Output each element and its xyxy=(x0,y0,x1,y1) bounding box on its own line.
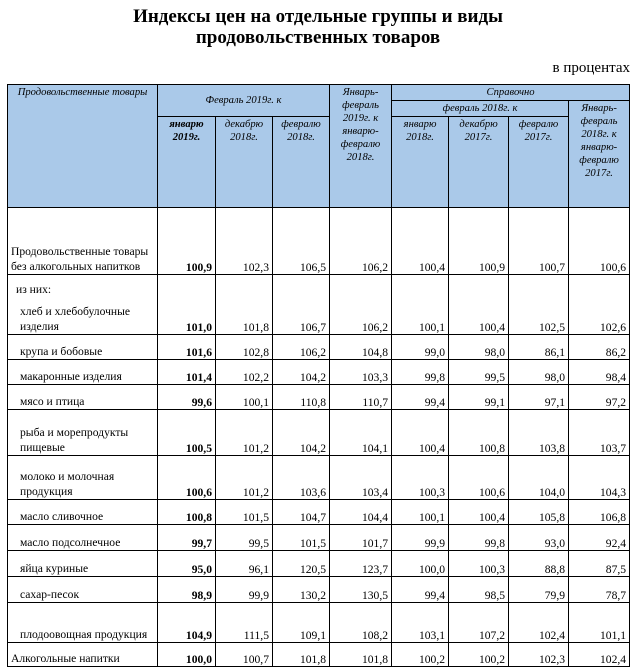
table-cell: 103,1 xyxy=(392,603,449,643)
title-line-2: продовольственных товаров xyxy=(195,27,441,48)
table-cell: 97,2 xyxy=(569,385,630,410)
table-cell: 99,1 xyxy=(449,385,509,410)
table-cell: 100,6 xyxy=(449,456,509,500)
table-cell: 100,5 xyxy=(158,410,216,456)
table-cell: 120,5 xyxy=(273,551,330,577)
table-cell: 103,6 xyxy=(273,456,330,500)
table-cell: 103,4 xyxy=(330,456,392,500)
table-row xyxy=(8,525,630,551)
table-cell: 100,7 xyxy=(216,643,273,667)
table-cell: 101,5 xyxy=(216,500,273,525)
table-cell: 98,0 xyxy=(449,335,509,360)
table-cell: 107,2 xyxy=(449,603,509,643)
table-cell: 100,7 xyxy=(509,208,569,275)
subheader-jan-2018: январю 2018г. xyxy=(392,117,449,208)
table-cell: 106,7 xyxy=(273,297,330,335)
table-cell: 102,2 xyxy=(216,360,273,385)
table-cell: 102,8 xyxy=(216,335,273,360)
table-cell: 100,9 xyxy=(158,208,216,275)
table-cell: 110,8 xyxy=(273,385,330,410)
row-label: масло подсолнечное xyxy=(8,525,158,551)
table-cell: 104,8 xyxy=(330,335,392,360)
table-cell: 100,3 xyxy=(392,456,449,500)
table-cell: 104,4 xyxy=(330,500,392,525)
table-cell: 96,1 xyxy=(216,551,273,577)
table-cell: 99,6 xyxy=(158,385,216,410)
table-cell: 103,7 xyxy=(569,410,630,456)
table-cell: 101,8 xyxy=(330,643,392,667)
table-cell xyxy=(569,275,630,297)
table-cell xyxy=(330,275,392,297)
title-line-1: Индексы цен на отдельные группы и виды xyxy=(133,6,503,27)
table-cell: 101,4 xyxy=(158,360,216,385)
table-cell xyxy=(392,275,449,297)
table-cell: 101,2 xyxy=(216,410,273,456)
table-cell: 101,0 xyxy=(158,297,216,335)
page-title xyxy=(0,6,636,48)
table-cell: 102,3 xyxy=(509,643,569,667)
table-cell: 100,4 xyxy=(392,410,449,456)
subheader-dec-2017: декабрю 2017г. xyxy=(449,117,509,208)
header-jan-feb-2019: Январь-февраль 2019г. к январю-февралю 2018г. xyxy=(330,85,392,208)
table-cell: 99,4 xyxy=(392,385,449,410)
table-cell: 100,4 xyxy=(449,500,509,525)
table-row xyxy=(8,551,630,577)
row-label: сахар-песок xyxy=(8,577,158,603)
header-products: Продовольственные товары xyxy=(8,85,158,208)
table-cell: 100,6 xyxy=(569,208,630,275)
row-label: плодоовощная продукция xyxy=(8,603,158,643)
table-cell: 103,8 xyxy=(509,410,569,456)
table-cell: 100,6 xyxy=(158,456,216,500)
table-cell: 106,5 xyxy=(273,208,330,275)
header-feb2019-group: Февраль 2019г. к xyxy=(158,85,330,117)
row-label: яйца куриные xyxy=(8,551,158,577)
table-cell: 93,0 xyxy=(509,525,569,551)
table-cell: 100,8 xyxy=(158,500,216,525)
table-row xyxy=(8,385,630,410)
table-cell: 98,4 xyxy=(569,360,630,385)
table-cell: 108,2 xyxy=(330,603,392,643)
table-cell: 95,0 xyxy=(158,551,216,577)
header-reference: Справочно xyxy=(392,85,630,101)
table-cell: 100,4 xyxy=(392,208,449,275)
table-cell: 99,8 xyxy=(449,525,509,551)
table-cell: 98,5 xyxy=(449,577,509,603)
table-cell: 100,3 xyxy=(449,551,509,577)
table-row xyxy=(8,208,630,275)
table-row xyxy=(8,275,630,297)
table-row xyxy=(8,603,630,643)
table-cell: 100,1 xyxy=(392,500,449,525)
table-cell: 101,2 xyxy=(216,456,273,500)
table-cell: 130,2 xyxy=(273,577,330,603)
table-cell: 99,4 xyxy=(392,577,449,603)
table-cell: 99,8 xyxy=(392,360,449,385)
table-cell: 101,6 xyxy=(158,335,216,360)
price-index-table xyxy=(7,84,630,667)
table-cell: 104,9 xyxy=(158,603,216,643)
table-row xyxy=(8,297,630,335)
table-row xyxy=(8,643,630,667)
table-row xyxy=(8,500,630,525)
table-cell xyxy=(158,275,216,297)
table-cell: 98,0 xyxy=(509,360,569,385)
table-cell: 104,7 xyxy=(273,500,330,525)
table-cell: 101,7 xyxy=(330,525,392,551)
table-cell: 104,2 xyxy=(273,360,330,385)
table-row xyxy=(8,577,630,603)
table-cell: 106,8 xyxy=(569,500,630,525)
table-cell: 100,0 xyxy=(392,551,449,577)
row-label: масло сливочное xyxy=(8,500,158,525)
table-cell: 102,4 xyxy=(569,643,630,667)
table-cell: 102,4 xyxy=(509,603,569,643)
row-label: мясо и птица xyxy=(8,385,158,410)
table-cell: 130,5 xyxy=(330,577,392,603)
header-feb2018-group: февраль 2018г. к xyxy=(392,101,569,117)
table-cell: 101,5 xyxy=(273,525,330,551)
table-cell: 101,1 xyxy=(569,603,630,643)
table-cell: 100,1 xyxy=(216,385,273,410)
table-cell: 88,8 xyxy=(509,551,569,577)
table-row xyxy=(8,335,630,360)
table-cell: 106,2 xyxy=(330,297,392,335)
table-row xyxy=(8,456,630,500)
table-cell: 79,9 xyxy=(509,577,569,603)
table-cell: 102,3 xyxy=(216,208,273,275)
table-row xyxy=(8,360,630,385)
table-cell: 87,5 xyxy=(569,551,630,577)
subheader-jan-2019: январю 2019г. xyxy=(158,117,216,208)
table-cell xyxy=(449,275,509,297)
row-label: крупа и бобовые xyxy=(8,335,158,360)
table-cell: 86,2 xyxy=(569,335,630,360)
table-cell: 103,3 xyxy=(330,360,392,385)
header-jan-feb-2018: Январь-февраль 2018г. к январю-февралю 2017г. xyxy=(569,101,630,208)
table-cell: 86,1 xyxy=(509,335,569,360)
table-cell: 105,8 xyxy=(509,500,569,525)
table-cell: 102,5 xyxy=(509,297,569,335)
table-cell: 100,2 xyxy=(392,643,449,667)
table-cell: 100,4 xyxy=(449,297,509,335)
table-cell: 104,3 xyxy=(569,456,630,500)
table-cell: 100,1 xyxy=(392,297,449,335)
row-label: хлеб и хлебобулочные изделия xyxy=(8,297,158,335)
units-note: в процентах xyxy=(552,60,630,76)
table-cell: 78,7 xyxy=(569,577,630,603)
subheader-feb-2018: февралю 2018г. xyxy=(273,117,330,208)
table-cell xyxy=(509,275,569,297)
table-cell xyxy=(216,275,273,297)
table-cell: 100,8 xyxy=(449,410,509,456)
table-cell xyxy=(273,275,330,297)
table-cell: 99,0 xyxy=(392,335,449,360)
table-cell: 100,2 xyxy=(449,643,509,667)
table-cell: 104,1 xyxy=(330,410,392,456)
subheader-dec-2018: декабрю 2018г. xyxy=(216,117,273,208)
row-label: из них: xyxy=(8,275,158,297)
table-cell: 102,6 xyxy=(569,297,630,335)
table-cell: 109,1 xyxy=(273,603,330,643)
table-cell: 99,5 xyxy=(449,360,509,385)
table-cell: 99,9 xyxy=(392,525,449,551)
table-cell: 98,9 xyxy=(158,577,216,603)
row-label: Алкогольные напитки xyxy=(8,643,158,667)
subheader-feb-2017: февралю 2017г. xyxy=(509,117,569,208)
table-cell: 101,8 xyxy=(273,643,330,667)
table-cell: 104,0 xyxy=(509,456,569,500)
table-cell: 106,2 xyxy=(273,335,330,360)
table-row xyxy=(8,410,630,456)
table-cell: 111,5 xyxy=(216,603,273,643)
table-cell: 92,4 xyxy=(569,525,630,551)
row-label: макаронные изделия xyxy=(8,360,158,385)
table-cell: 101,8 xyxy=(216,297,273,335)
table-cell: 123,7 xyxy=(330,551,392,577)
table-cell: 104,2 xyxy=(273,410,330,456)
table-cell: 106,2 xyxy=(330,208,392,275)
table-cell: 99,5 xyxy=(216,525,273,551)
table-cell: 99,7 xyxy=(158,525,216,551)
table-cell: 100,0 xyxy=(158,643,216,667)
table-cell: 110,7 xyxy=(330,385,392,410)
row-label: Продовольственные товары без алкогольных напитков xyxy=(8,208,158,275)
table-cell: 99,9 xyxy=(216,577,273,603)
row-label: молоко и молочная продукция xyxy=(8,456,158,500)
table-cell: 97,1 xyxy=(509,385,569,410)
row-label: рыба и морепродукты пищевые xyxy=(8,410,158,456)
table-cell: 100,9 xyxy=(449,208,509,275)
